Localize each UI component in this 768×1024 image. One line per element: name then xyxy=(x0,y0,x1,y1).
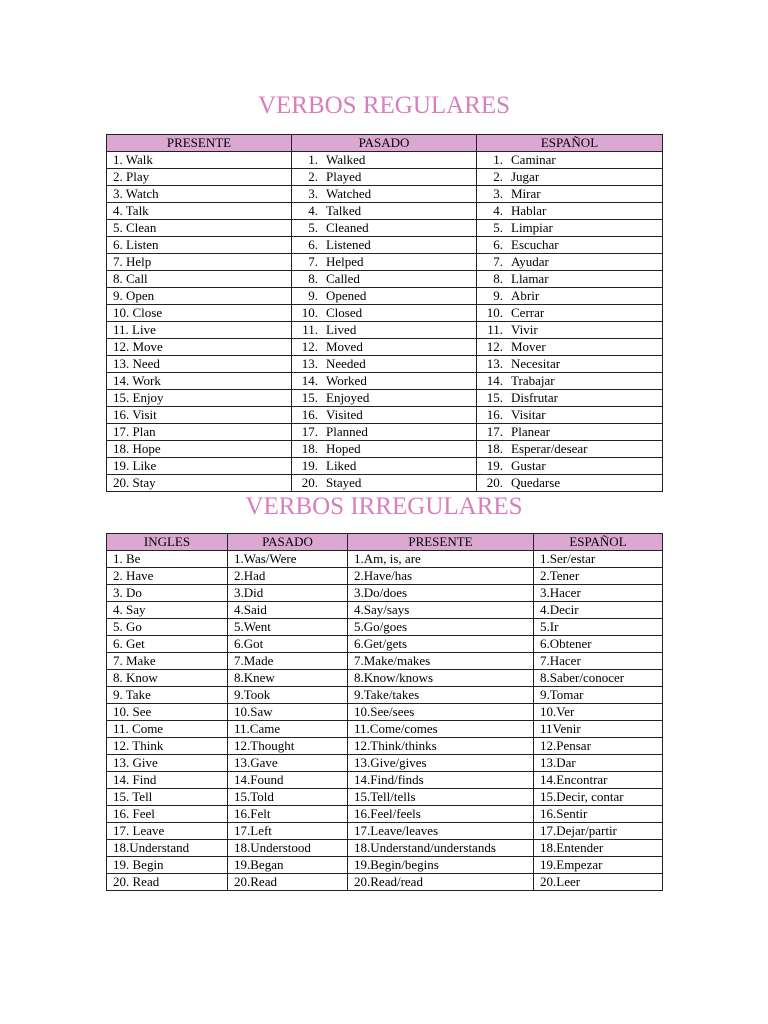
table-row xyxy=(107,755,663,772)
list-number: 18. xyxy=(486,441,503,456)
pasado-cell xyxy=(292,424,477,441)
table-row xyxy=(107,237,663,254)
list-number: 8. xyxy=(493,271,503,286)
ingles-cell: 11. Come xyxy=(107,721,228,738)
list-number: 10. xyxy=(301,305,318,320)
table-row xyxy=(107,458,663,475)
presente-cell: 2. Play xyxy=(107,169,292,186)
presente-cell: 3.Do/does xyxy=(348,585,534,602)
list-number: 3. xyxy=(308,186,318,201)
pasado-cell: 12.Thought xyxy=(228,738,348,755)
table-row xyxy=(107,220,663,237)
presente-cell: 11.Come/comes xyxy=(348,721,534,738)
pasado-cell xyxy=(292,441,477,458)
verb-text: Jugar xyxy=(511,169,540,184)
pasado-cell xyxy=(292,373,477,390)
ingles-cell: 1. Be xyxy=(107,551,228,568)
table-row xyxy=(107,203,663,220)
verb-text: Ayudar xyxy=(511,254,549,269)
list-number: 7. xyxy=(308,254,318,269)
presente-cell: 1.Am, is, are xyxy=(348,551,534,568)
presente-cell: 11. Live xyxy=(107,322,292,339)
ingles-cell: 20. Read xyxy=(107,874,228,891)
ingles-cell: 3. Do xyxy=(107,585,228,602)
presente-cell: 9.Take/takes xyxy=(348,687,534,704)
presente-cell: 7.Make/makes xyxy=(348,653,534,670)
table-row xyxy=(107,407,663,424)
column-header: ESPAÑOL xyxy=(477,135,663,152)
pasado-cell xyxy=(292,407,477,424)
verb-text: Visitar xyxy=(511,407,546,422)
presente-cell: 14.Find/finds xyxy=(348,772,534,789)
espanol-cell: 5.Ir xyxy=(534,619,663,636)
ingles-cell: 6. Get xyxy=(107,636,228,653)
presente-cell: 17.Leave/leaves xyxy=(348,823,534,840)
table-header-row xyxy=(107,135,663,152)
table-row xyxy=(107,339,663,356)
verb-text: Stayed xyxy=(326,475,362,490)
table-row xyxy=(107,424,663,441)
verb-text: Gustar xyxy=(511,458,546,473)
presente-cell: 10. Close xyxy=(107,305,292,322)
list-number: 6. xyxy=(308,237,318,252)
espanol-cell: 4.Decir xyxy=(534,602,663,619)
list-number: 20. xyxy=(301,475,318,490)
presente-cell: 19. Like xyxy=(107,458,292,475)
list-number: 20. xyxy=(486,475,503,490)
ingles-cell: 12. Think xyxy=(107,738,228,755)
list-number: 1. xyxy=(493,152,503,167)
list-number: 10. xyxy=(486,305,503,320)
espanol-cell: 16.Sentir xyxy=(534,806,663,823)
ingles-cell: 18.Understand xyxy=(107,840,228,857)
ingles-cell: 8. Know xyxy=(107,670,228,687)
pasado-cell: 9.Took xyxy=(228,687,348,704)
verb-text: Lived xyxy=(326,322,357,337)
pasado-cell: 2.Had xyxy=(228,568,348,585)
table-row xyxy=(107,356,663,373)
table-row xyxy=(107,619,663,636)
list-number: 11. xyxy=(302,322,318,337)
espanol-cell xyxy=(477,271,663,288)
presente-cell: 7. Help xyxy=(107,254,292,271)
table-row xyxy=(107,551,663,568)
verb-text: Vivir xyxy=(511,322,538,337)
espanol-cell: 10.Ver xyxy=(534,704,663,721)
verb-text: Mirar xyxy=(511,186,541,201)
table-row xyxy=(107,475,663,492)
verb-text: Limpiar xyxy=(511,220,553,235)
table-row xyxy=(107,823,663,840)
verb-text: Esperar/desear xyxy=(511,441,588,456)
presente-cell: 9. Open xyxy=(107,288,292,305)
column-header: PRESENTE xyxy=(348,534,534,551)
list-number: 9. xyxy=(308,288,318,303)
pasado-cell: 20.Read xyxy=(228,874,348,891)
table-row xyxy=(107,840,663,857)
pasado-cell: 3.Did xyxy=(228,585,348,602)
pasado-cell xyxy=(292,220,477,237)
presente-cell: 20.Read/read xyxy=(348,874,534,891)
verb-text: Helped xyxy=(326,254,364,269)
regulares-table xyxy=(106,134,663,492)
espanol-cell xyxy=(477,424,663,441)
list-number: 4. xyxy=(493,203,503,218)
list-number: 19. xyxy=(301,458,318,473)
list-number: 2. xyxy=(308,169,318,184)
verb-text: Listened xyxy=(326,237,371,252)
presente-cell: 4. Talk xyxy=(107,203,292,220)
ingles-cell: 5. Go xyxy=(107,619,228,636)
verb-text: Closed xyxy=(326,305,363,320)
presente-cell: 15.Tell/tells xyxy=(348,789,534,806)
verb-text: Played xyxy=(326,169,362,184)
verb-text: Escuchar xyxy=(511,237,559,252)
pasado-cell xyxy=(292,356,477,373)
pasado-cell: 14.Found xyxy=(228,772,348,789)
table-row xyxy=(107,271,663,288)
presente-cell: 6. Listen xyxy=(107,237,292,254)
ingles-cell: 19. Begin xyxy=(107,857,228,874)
table-row xyxy=(107,288,663,305)
espanol-cell xyxy=(477,356,663,373)
list-number: 18. xyxy=(301,441,318,456)
espanol-cell: 1.Ser/estar xyxy=(534,551,663,568)
verb-text: Talked xyxy=(326,203,362,218)
verb-text: Cleaned xyxy=(326,220,369,235)
espanol-cell xyxy=(477,254,663,271)
pasado-cell xyxy=(292,458,477,475)
list-number: 3. xyxy=(493,186,503,201)
table-row xyxy=(107,874,663,891)
verb-text: Moved xyxy=(326,339,363,354)
verb-text: Caminar xyxy=(511,152,556,167)
presente-cell: 16. Visit xyxy=(107,407,292,424)
ingles-cell: 14. Find xyxy=(107,772,228,789)
ingles-cell: 10. See xyxy=(107,704,228,721)
list-number: 15. xyxy=(301,390,318,405)
espanol-cell xyxy=(477,186,663,203)
ingles-cell: 17. Leave xyxy=(107,823,228,840)
espanol-cell: 15.Decir, contar xyxy=(534,789,663,806)
ingles-cell: 15. Tell xyxy=(107,789,228,806)
table-row xyxy=(107,602,663,619)
presente-cell: 17. Plan xyxy=(107,424,292,441)
pasado-cell: 11.Came xyxy=(228,721,348,738)
verb-text: Abrir xyxy=(511,288,540,303)
presente-cell: 13.Give/gives xyxy=(348,755,534,772)
espanol-cell xyxy=(477,169,663,186)
espanol-cell: 17.Dejar/partir xyxy=(534,823,663,840)
pasado-cell: 16.Felt xyxy=(228,806,348,823)
pasado-cell: 6.Got xyxy=(228,636,348,653)
table-row xyxy=(107,186,663,203)
table-row xyxy=(107,585,663,602)
espanol-cell xyxy=(477,203,663,220)
verb-text: Disfrutar xyxy=(511,390,558,405)
espanol-cell: 2.Tener xyxy=(534,568,663,585)
irregulares-title: VERBOS IRREGULARES xyxy=(245,493,523,520)
column-header: PASADO xyxy=(292,135,477,152)
presente-cell: 19.Begin/begins xyxy=(348,857,534,874)
presente-cell: 8. Call xyxy=(107,271,292,288)
pasado-cell xyxy=(292,169,477,186)
pasado-cell xyxy=(292,271,477,288)
table-row xyxy=(107,670,663,687)
verb-text: Opened xyxy=(326,288,367,303)
table-row xyxy=(107,636,663,653)
irregulares-rows xyxy=(107,551,663,891)
presente-cell: 4.Say/says xyxy=(348,602,534,619)
list-number: 11. xyxy=(487,322,503,337)
pasado-cell: 13.Gave xyxy=(228,755,348,772)
espanol-cell xyxy=(477,407,663,424)
table-row xyxy=(107,789,663,806)
ingles-cell: 2. Have xyxy=(107,568,228,585)
column-header: PASADO xyxy=(228,534,348,551)
espanol-cell: 14.Encontrar xyxy=(534,772,663,789)
presente-cell: 13. Need xyxy=(107,356,292,373)
table-row xyxy=(107,169,663,186)
list-number: 2. xyxy=(493,169,503,184)
verb-text: Necesitar xyxy=(511,356,561,371)
ingles-cell: 16. Feel xyxy=(107,806,228,823)
table-row xyxy=(107,390,663,407)
table-row xyxy=(107,568,663,585)
list-number: 8. xyxy=(308,271,318,286)
presente-cell: 12. Move xyxy=(107,339,292,356)
table-row xyxy=(107,254,663,271)
ingles-cell: 4. Say xyxy=(107,602,228,619)
espanol-cell: 6.Obtener xyxy=(534,636,663,653)
espanol-cell: 9.Tomar xyxy=(534,687,663,704)
list-number: 16. xyxy=(301,407,318,422)
espanol-cell: 12.Pensar xyxy=(534,738,663,755)
pasado-cell: 19.Began xyxy=(228,857,348,874)
presente-cell: 18. Hope xyxy=(107,441,292,458)
list-number: 13. xyxy=(301,356,318,371)
verb-text: Quedarse xyxy=(511,475,561,490)
presente-cell: 20. Stay xyxy=(107,475,292,492)
verb-text: Needed xyxy=(326,356,366,371)
table-row xyxy=(107,721,663,738)
pasado-cell xyxy=(292,254,477,271)
list-number: 16. xyxy=(486,407,503,422)
column-header: ESPAÑOL xyxy=(534,534,663,551)
pasado-cell xyxy=(292,152,477,169)
espanol-cell xyxy=(477,373,663,390)
ingles-cell: 7. Make xyxy=(107,653,228,670)
presente-cell: 16.Feel/feels xyxy=(348,806,534,823)
presente-cell: 15. Enjoy xyxy=(107,390,292,407)
espanol-cell xyxy=(477,237,663,254)
espanol-cell xyxy=(477,152,663,169)
verb-text: Hablar xyxy=(511,203,547,218)
verb-text: Called xyxy=(326,271,360,286)
espanol-cell xyxy=(477,390,663,407)
pasado-cell: 17.Left xyxy=(228,823,348,840)
presente-cell: 8.Know/knows xyxy=(348,670,534,687)
presente-cell: 1. Walk xyxy=(107,152,292,169)
espanol-cell xyxy=(477,220,663,237)
pasado-cell xyxy=(292,475,477,492)
regulares-rows xyxy=(107,152,663,492)
verb-text: Mover xyxy=(511,339,546,354)
list-number: 17. xyxy=(301,424,318,439)
espanol-cell xyxy=(477,322,663,339)
pasado-cell xyxy=(292,237,477,254)
presente-cell: 6.Get/gets xyxy=(348,636,534,653)
pasado-cell: 15.Told xyxy=(228,789,348,806)
espanol-cell xyxy=(477,339,663,356)
verb-text: Watched xyxy=(326,186,372,201)
table-row xyxy=(107,806,663,823)
verb-text: Planned xyxy=(326,424,368,439)
list-number: 17. xyxy=(486,424,503,439)
pasado-cell: 7.Made xyxy=(228,653,348,670)
verb-text: Worked xyxy=(326,373,367,388)
table-row xyxy=(107,152,663,169)
table-row xyxy=(107,653,663,670)
espanol-cell: 8.Saber/conocer xyxy=(534,670,663,687)
espanol-cell: 3.Hacer xyxy=(534,585,663,602)
table-row xyxy=(107,772,663,789)
verb-text: Liked xyxy=(326,458,357,473)
pasado-cell xyxy=(292,322,477,339)
espanol-cell: 11Venir xyxy=(534,721,663,738)
verb-text: Enjoyed xyxy=(326,390,370,405)
pasado-cell: 18.Understood xyxy=(228,840,348,857)
verb-text: Trabajar xyxy=(511,373,555,388)
list-number: 14. xyxy=(301,373,318,388)
list-number: 6. xyxy=(493,237,503,252)
pasado-cell: 5.Went xyxy=(228,619,348,636)
espanol-cell xyxy=(477,305,663,322)
list-number: 5. xyxy=(308,220,318,235)
pasado-cell xyxy=(292,203,477,220)
espanol-cell: 13.Dar xyxy=(534,755,663,772)
list-number: 1. xyxy=(308,152,318,167)
verb-text: Walked xyxy=(326,152,366,167)
espanol-cell: 20.Leer xyxy=(534,874,663,891)
verb-text: Cerrar xyxy=(511,305,545,320)
table-row xyxy=(107,322,663,339)
verb-text: Hoped xyxy=(326,441,361,456)
pasado-cell: 8.Knew xyxy=(228,670,348,687)
list-number: 7. xyxy=(493,254,503,269)
table-row xyxy=(107,738,663,755)
espanol-cell xyxy=(477,475,663,492)
table-row xyxy=(107,441,663,458)
pasado-cell xyxy=(292,305,477,322)
column-header: PRESENTE xyxy=(107,135,292,152)
verb-text: Planear xyxy=(511,424,550,439)
pasado-cell: 4.Said xyxy=(228,602,348,619)
espanol-cell: 19.Empezar xyxy=(534,857,663,874)
verb-text: Llamar xyxy=(511,271,549,286)
list-number: 9. xyxy=(493,288,503,303)
pasado-cell xyxy=(292,186,477,203)
table-row xyxy=(107,373,663,390)
table-row xyxy=(107,704,663,721)
presente-cell: 5. Clean xyxy=(107,220,292,237)
list-number: 12. xyxy=(301,339,318,354)
espanol-cell xyxy=(477,458,663,475)
column-header: INGLES xyxy=(107,534,228,551)
table-row xyxy=(107,857,663,874)
pasado-cell: 10.Saw xyxy=(228,704,348,721)
espanol-cell: 7.Hacer xyxy=(534,653,663,670)
presente-cell: 5.Go/goes xyxy=(348,619,534,636)
list-number: 14. xyxy=(486,373,503,388)
presente-cell: 3. Watch xyxy=(107,186,292,203)
espanol-cell xyxy=(477,441,663,458)
pasado-cell xyxy=(292,288,477,305)
espanol-cell xyxy=(477,288,663,305)
irregulares-table xyxy=(106,533,663,891)
espanol-cell: 18.Entender xyxy=(534,840,663,857)
ingles-cell: 13. Give xyxy=(107,755,228,772)
presente-cell: 12.Think/thinks xyxy=(348,738,534,755)
list-number: 4. xyxy=(308,203,318,218)
regulares-title: VERBOS REGULARES xyxy=(257,92,511,119)
pasado-cell: 1.Was/Were xyxy=(228,551,348,568)
table-header-row xyxy=(107,534,663,551)
verb-text: Visited xyxy=(326,407,363,422)
list-number: 5. xyxy=(493,220,503,235)
presente-cell: 18.Understand/understands xyxy=(348,840,534,857)
ingles-cell: 9. Take xyxy=(107,687,228,704)
pasado-cell xyxy=(292,339,477,356)
table-row xyxy=(107,305,663,322)
list-number: 12. xyxy=(486,339,503,354)
list-number: 19. xyxy=(486,458,503,473)
table-row xyxy=(107,687,663,704)
presente-cell: 10.See/sees xyxy=(348,704,534,721)
presente-cell: 2.Have/has xyxy=(348,568,534,585)
pasado-cell xyxy=(292,390,477,407)
list-number: 15. xyxy=(486,390,503,405)
presente-cell: 14. Work xyxy=(107,373,292,390)
list-number: 13. xyxy=(486,356,503,371)
